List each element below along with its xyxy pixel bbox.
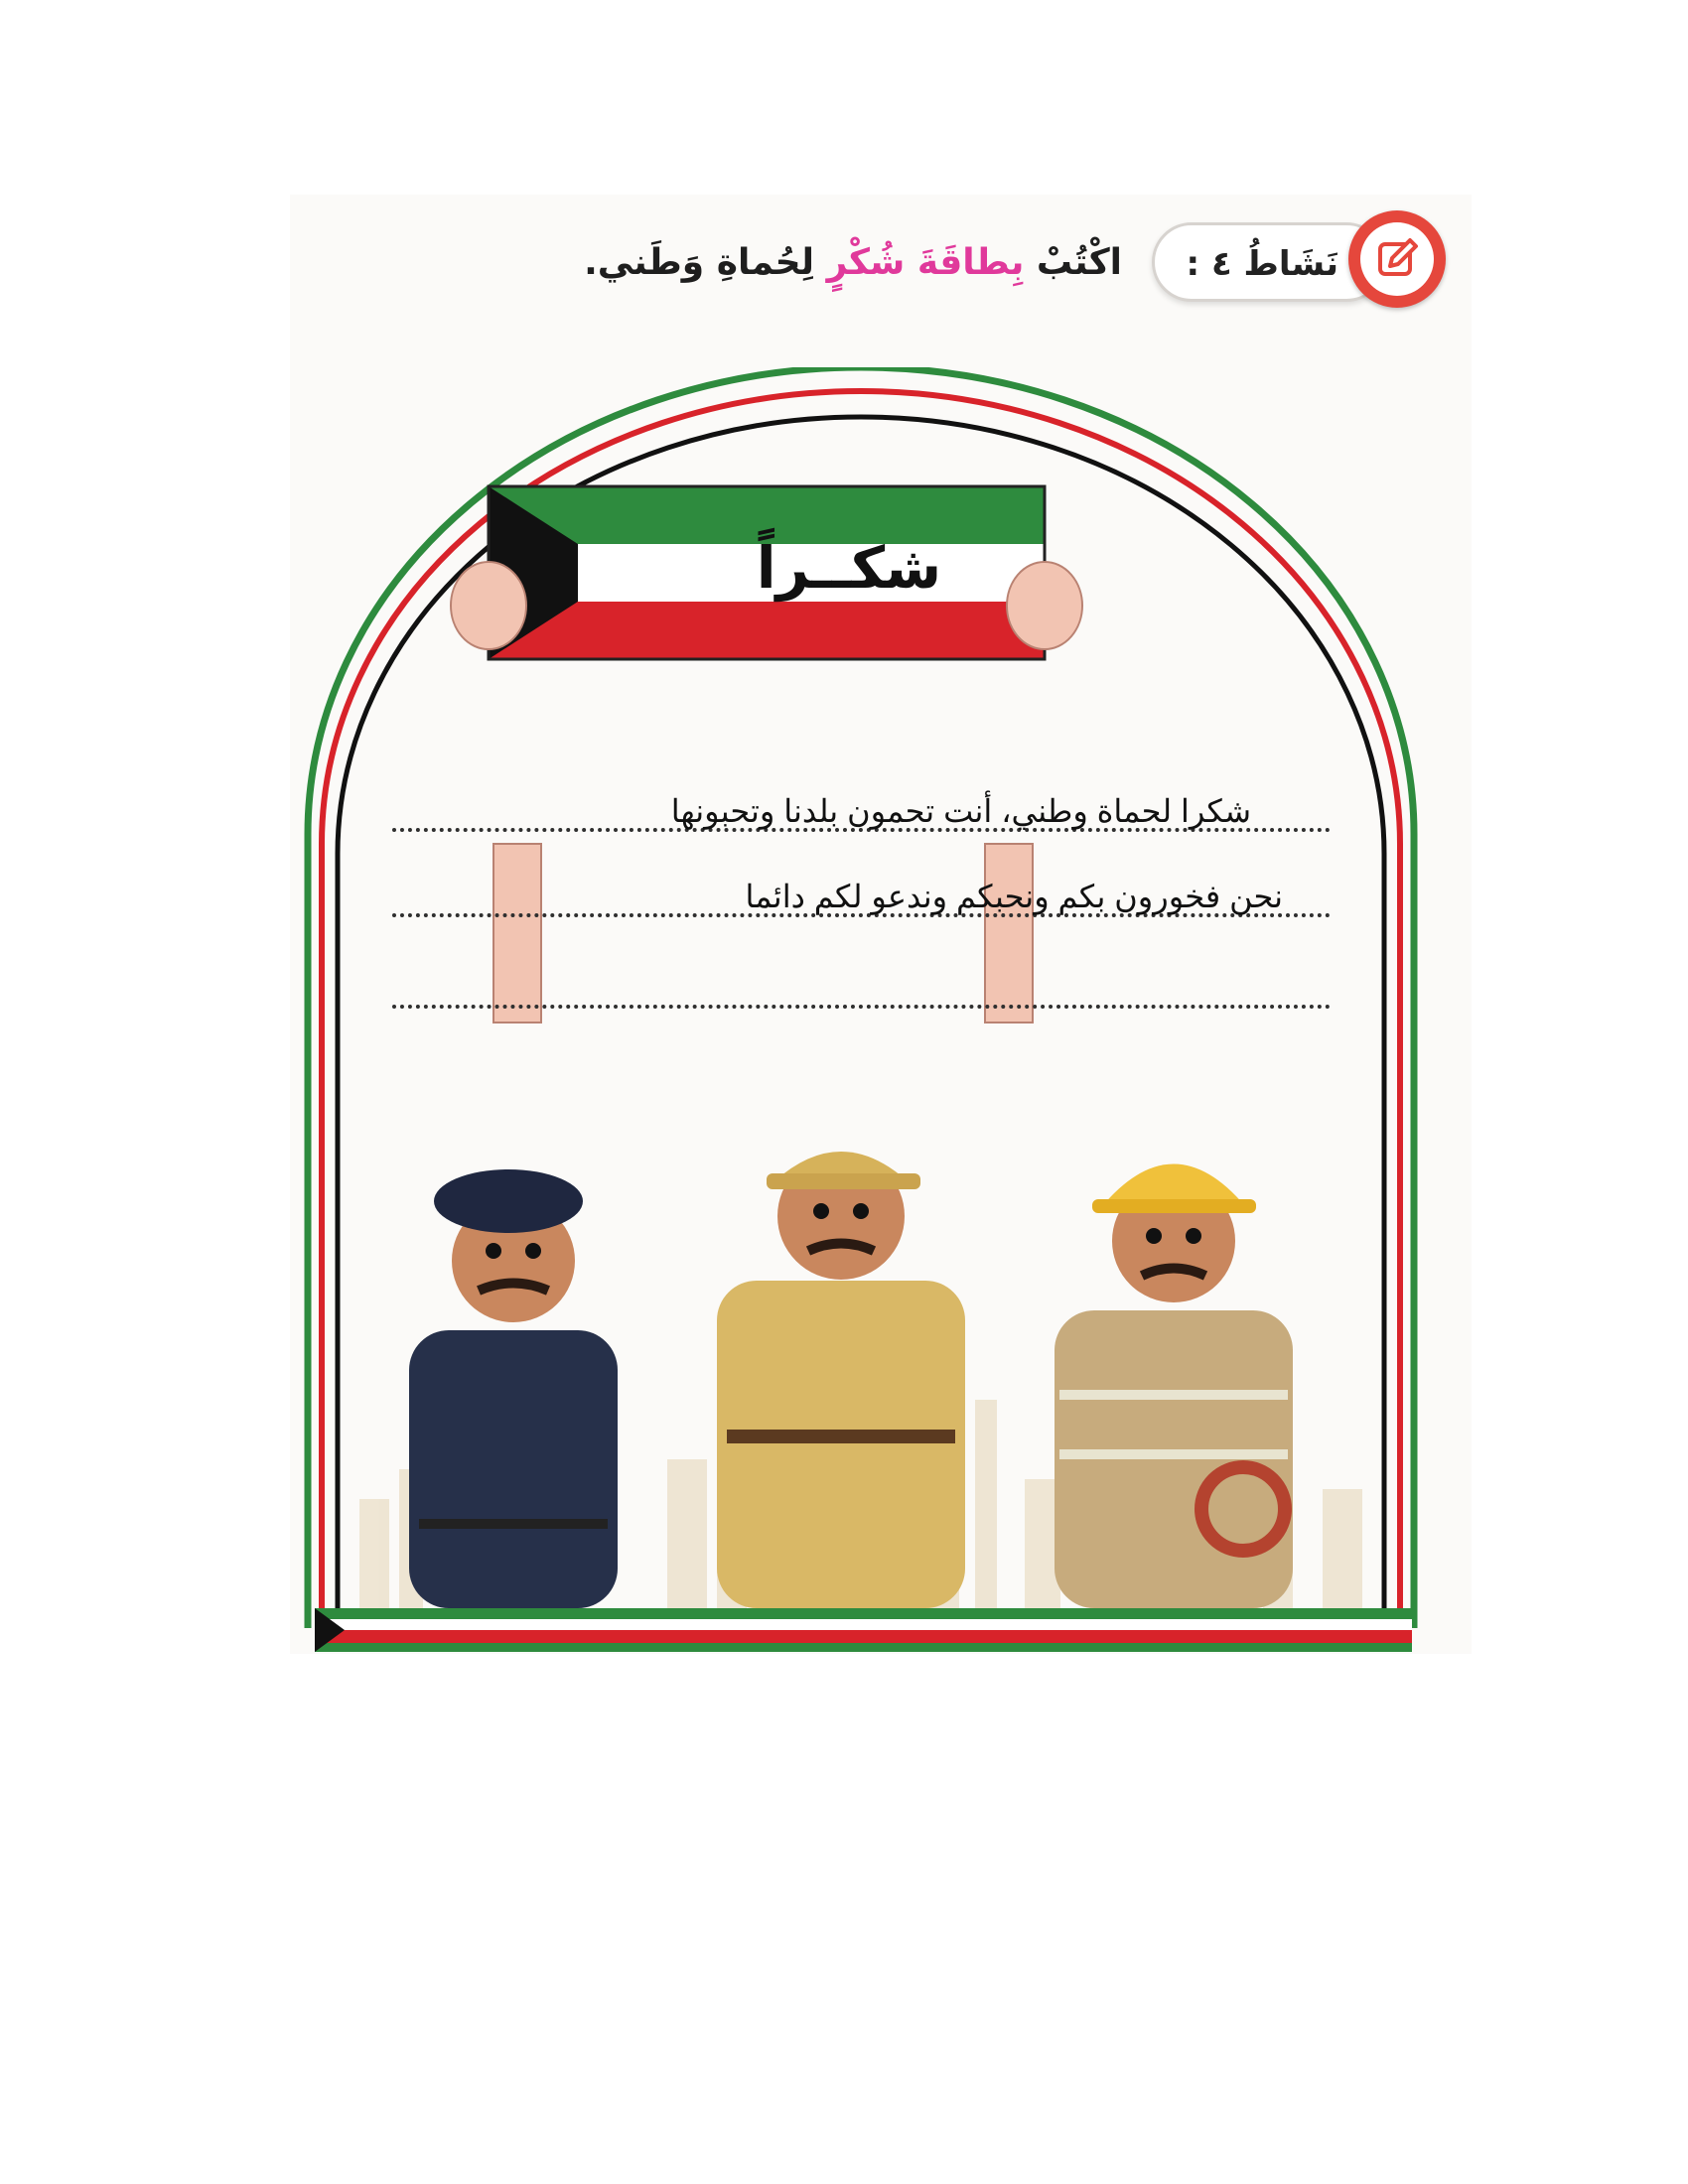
pencil-edit-icon — [1360, 222, 1434, 296]
instruction-prefix: اكْتُبْ — [1024, 242, 1122, 283]
activity-badge — [1348, 210, 1446, 308]
soldier-figure — [717, 1152, 965, 1608]
writing-line-3 — [392, 1005, 1331, 1009]
answer-line-2[interactable]: نحن فخورون بكم ونحبكم وندعو لكم دائما — [745, 879, 1283, 914]
flag-ribbon — [315, 1608, 1412, 1652]
police-officer-figure — [409, 1169, 618, 1608]
right-hand — [1007, 562, 1082, 649]
activity-label: نَشَاطُ ٤ : — [1186, 244, 1338, 284]
instruction-highlight: بِطاقَةَ شُكْرٍ — [826, 242, 1025, 283]
sign-text: شكــراً — [756, 534, 942, 602]
left-hand — [451, 562, 526, 649]
answer-line-1[interactable]: شكرا لحماة وطني، أنت تحمون بلدنا وتحبونها — [670, 793, 1251, 829]
firefighter-figure — [1055, 1164, 1293, 1609]
instruction-suffix: لِحُماةِ وَطَني. — [584, 242, 827, 283]
activity-instruction — [584, 242, 1122, 283]
